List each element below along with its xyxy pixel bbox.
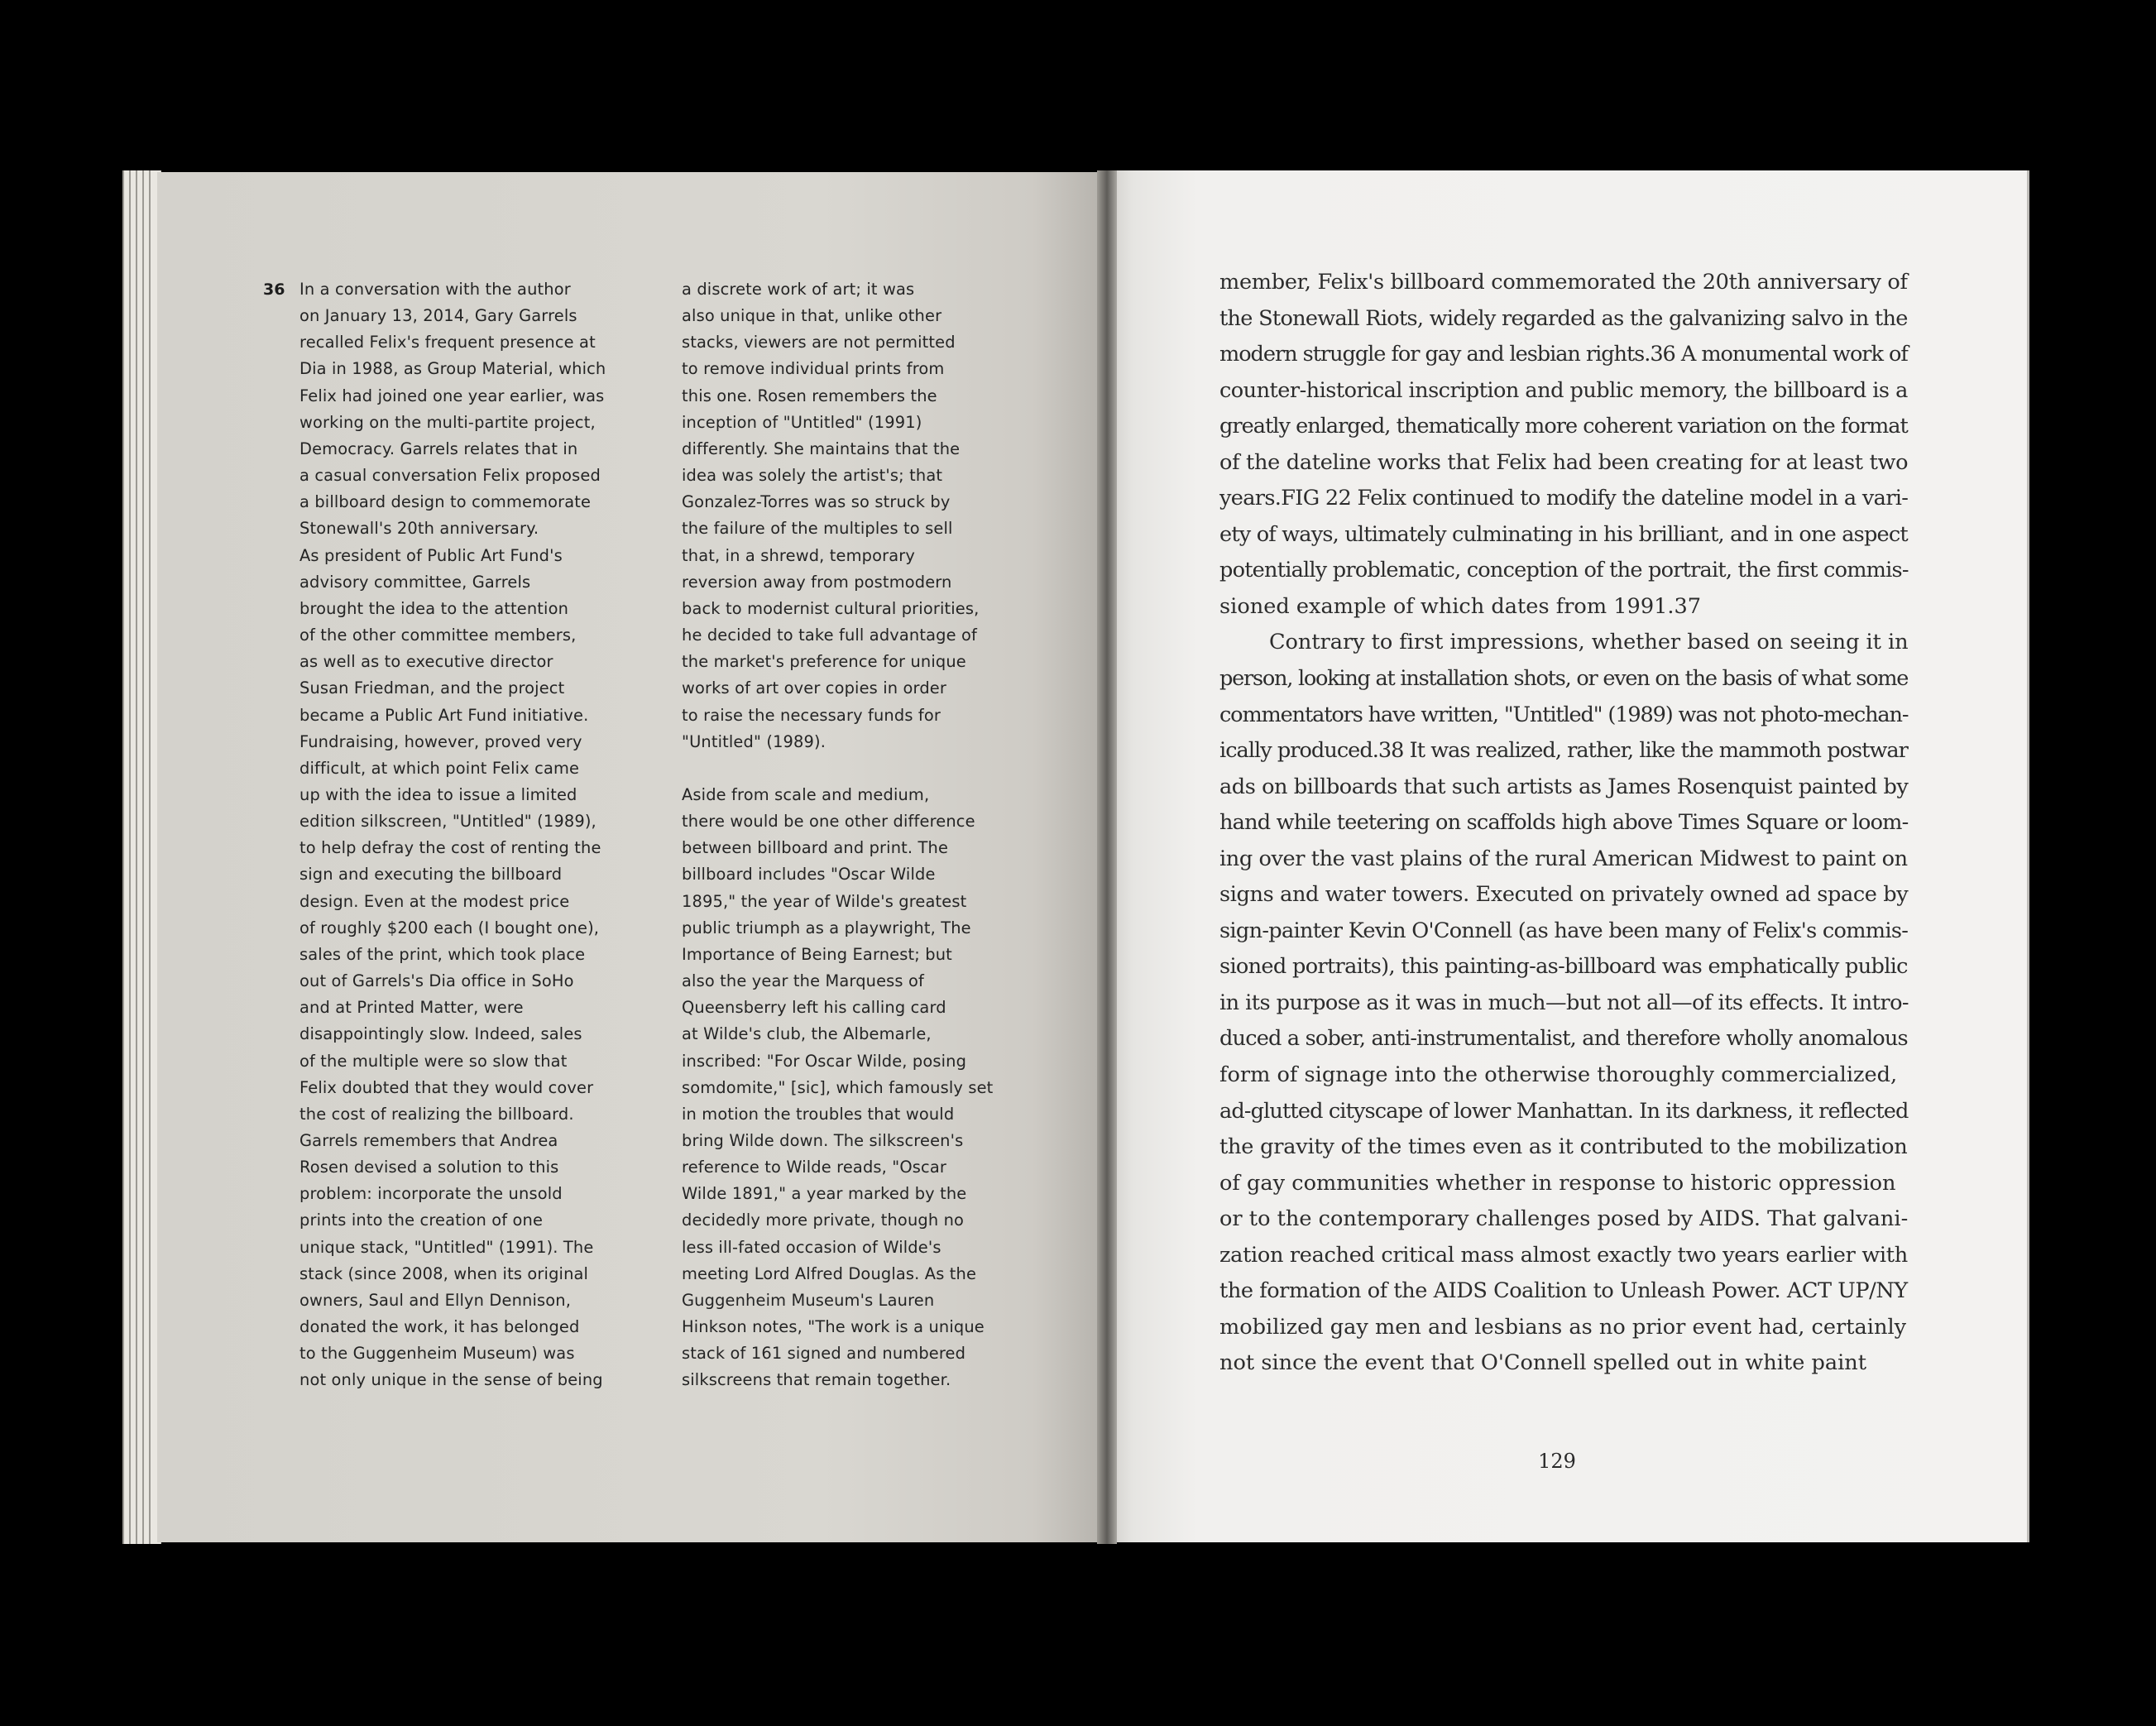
text-line: Garrels remembers that Andrea <box>299 1131 558 1150</box>
page-number: 129 <box>1538 1450 1576 1473</box>
text-line: of the multiple were so slow that <box>299 1051 568 1071</box>
text-line: became a Public Art Fund initiative. <box>299 705 589 725</box>
text-line: Dia in 1988, as Group Material, which <box>299 359 606 379</box>
text-line: meeting Lord Alfred Douglas. As the <box>682 1263 977 1283</box>
text-line: prints into the creation of one <box>299 1211 544 1230</box>
text-line: As president of Public Art Fund's <box>299 545 563 565</box>
text-line: to help defray the cost of renting the <box>299 838 601 858</box>
text-line: Stonewall's 20th anniversary. <box>299 519 539 539</box>
text-line: less ill-fated occasion of Wilde's <box>682 1237 941 1257</box>
endnote-number: 36 <box>263 280 285 299</box>
text-line: Felix doubted that they would cover <box>299 1077 594 1097</box>
text-line: the Stonewall Riots, widely regarded as the galvanizing salvo in the <box>1219 305 1908 331</box>
text-line: disappointingly slow. Indeed, sales <box>299 1024 582 1044</box>
text-line: member, Felix's billboard commemorated the 20th anniversary of <box>1219 270 1908 295</box>
text-line <box>682 755 993 782</box>
text-line: sioned example of which dates from 1991.37 <box>1219 593 1702 619</box>
text-line: modern struggle for gay and lesbian rights.36 A monumental work of <box>1219 342 1908 367</box>
text-line: reference to Wilde reads, "Oscar <box>682 1158 947 1177</box>
text-line: inscribed: "For Oscar Wilde, posing <box>682 1051 967 1071</box>
text-line: the market's preference for unique <box>682 652 966 672</box>
text-line: owners, Saul and Ellyn Dennison, <box>299 1290 572 1310</box>
text-line: back to modernist cultural priorities, <box>682 598 980 618</box>
text-line: Guggenheim Museum's Lauren <box>682 1290 935 1310</box>
text-line: Importance of Being Earnest; but <box>682 944 952 964</box>
text-line: "Untitled" (1989). <box>682 731 826 751</box>
text-line: there would be one other difference <box>682 812 975 832</box>
text-line: differently. She maintains that the <box>682 439 961 458</box>
text-line: of the other committee members, <box>299 626 577 645</box>
text-line: stacks, viewers are not permitted <box>682 333 956 352</box>
text-line: reversion away from postmodern <box>682 572 952 592</box>
text-line: unique stack, "Untitled" (1991). The <box>299 1237 594 1257</box>
text-line: in motion the troubles that would <box>682 1104 955 1124</box>
text-line: In a conversation with the author <box>299 280 571 299</box>
text-line: that, in a shrewd, temporary <box>682 545 916 565</box>
text-line: on January 13, 2014, Gary Garrels <box>299 306 577 326</box>
text-line: up with the idea to issue a limited <box>299 784 577 804</box>
book-gutter <box>1097 170 1117 1544</box>
text-line: ically produced.38 It was realized, rather, like the mammoth postwar <box>1219 738 1908 764</box>
text-line: silkscreens that remain together. <box>682 1370 951 1390</box>
text-line: also the year the Marquess of <box>682 971 924 991</box>
text-line: ety of ways, ultimately culminating in his brilliant, and in one aspect <box>1219 521 1908 547</box>
text-line: a casual conversation Felix proposed <box>299 466 601 486</box>
text-line: advisory committee, Garrels <box>299 572 531 592</box>
text-line: ad-glutted cityscape of lower Manhattan. In its darkness, it reflected <box>1219 1098 1909 1124</box>
text-line: the gravity of the times even as it contributed to the mobilization <box>1219 1134 1908 1160</box>
text-line: form of signage into the otherwise thoroughly commercialized, <box>1219 1062 1898 1088</box>
text-line: problem: incorporate the unsold <box>299 1184 563 1204</box>
text-line: working on the multi-partite project, <box>299 412 596 432</box>
text-line: the failure of the multiples to sell <box>682 519 953 539</box>
text-line: to the Guggenheim Museum) was <box>299 1344 575 1364</box>
endnote-column-2 <box>682 276 993 1394</box>
text-line: sign and executing the billboard <box>299 865 563 885</box>
text-line: Fundraising, however, proved very <box>299 731 582 751</box>
text-line: billboard includes "Oscar Wilde <box>682 865 936 885</box>
text-line: sioned portraits), this painting-as-billboard was emphatically public <box>1219 954 1908 980</box>
text-line: 1895," the year of Wilde's greatest <box>682 891 967 911</box>
text-line: edition silkscreen, "Untitled" (1989), <box>299 812 596 832</box>
text-line: of roughly $200 each (I bought one), <box>299 918 600 937</box>
text-line: Gonzalez-Torres was so struck by <box>682 492 951 512</box>
text-line: in its purpose as it was in much—but not all—of its effects. It intro- <box>1219 990 1909 1015</box>
text-line: the cost of realizing the billboard. <box>299 1104 574 1124</box>
text-line: duced a sober, anti-instrumentalist, and therefore wholly anomalous <box>1219 1026 1908 1052</box>
text-line: hand while teetering on scaffolds high above Times Square or loom- <box>1219 810 1909 836</box>
text-line: design. Even at the modest price <box>299 891 570 911</box>
text-line: a discrete work of art; it was <box>682 280 915 299</box>
text-line: of gay communities whether in response to historic oppression <box>1219 1170 1896 1196</box>
text-line: as well as to executive director <box>299 652 553 672</box>
text-line: Susan Friedman, and the project <box>299 678 565 698</box>
text-line: bring Wilde down. The silkscreen's <box>682 1131 964 1150</box>
text-line: also unique in that, unlike other <box>682 306 942 326</box>
endnote-column-1 <box>299 276 606 1394</box>
text-line: the formation of the AIDS Coalition to Unleash Power. ACT UP/NY <box>1219 1278 1908 1304</box>
text-line: or to the contemporary challenges posed by AIDS. That galvani- <box>1219 1206 1909 1232</box>
text-line: counter-historical inscription and public memory, the billboard is a <box>1219 377 1908 403</box>
text-line: stack of 161 signed and numbered <box>682 1344 966 1364</box>
text-line: signs and water towers. Executed on privately owned ad space by <box>1219 882 1909 908</box>
text-line: somdomite," [sic], which famously set <box>682 1077 994 1097</box>
text-line: idea was solely the artist's; that <box>682 466 943 486</box>
text-line: zation reached critical mass almost exactly two years earlier with <box>1219 1242 1908 1268</box>
text-line: sign-painter Kevin O'Connell (as have been many of Felix's commis- <box>1219 918 1909 943</box>
body-text <box>1219 265 1909 1382</box>
text-line: and at Printed Matter, were <box>299 998 524 1018</box>
text-line: difficult, at which point Felix came <box>299 758 580 778</box>
text-line: Felix had joined one year earlier, was <box>299 386 605 405</box>
text-line: years.FIG 22 Felix continued to modify the dateline model in a vari- <box>1219 486 1909 511</box>
text-line: ads on billboards that such artists as James Rosenquist painted by <box>1219 774 1909 799</box>
text-line: he decided to take full advantage of <box>682 626 977 645</box>
text-line: Queensberry left his calling card <box>682 998 946 1018</box>
text-line: potentially problematic, conception of the portrait, the first commis- <box>1219 558 1909 583</box>
text-line: between billboard and print. The <box>682 838 949 858</box>
text-line: stack (since 2008, when its original <box>299 1263 589 1283</box>
text-line: ing over the vast plains of the rural American Midwest to paint on <box>1219 846 1908 871</box>
text-line: greatly enlarged, thematically more coherent variation on the format <box>1219 414 1908 439</box>
text-line: Contrary to first impressions, whether based on seeing it in <box>1269 630 1909 655</box>
text-line: out of Garrels's Dia office in SoHo <box>299 971 574 991</box>
text-line: to remove individual prints from <box>682 359 945 379</box>
text-line: public triumph as a playwright, The <box>682 918 971 937</box>
text-line: at Wilde's club, the Albemarle, <box>682 1024 932 1044</box>
text-line: Aside from scale and medium, <box>682 784 930 804</box>
text-line: brought the idea to the attention <box>299 598 569 618</box>
text-line: of the dateline works that Felix had been creating for at least two <box>1219 449 1909 475</box>
text-line: Democracy. Garrels relates that in <box>299 439 578 458</box>
text-line: works of art over copies in order <box>682 678 946 698</box>
text-line: person, looking at installation shots, or even on the basis of what some <box>1219 666 1909 692</box>
text-line: recalled Felix's frequent presence at <box>299 333 596 352</box>
text-line: Rosen devised a solution to this <box>299 1158 559 1177</box>
text-line: a billboard design to commemorate <box>299 492 592 512</box>
text-line: Wilde 1891," a year marked by the <box>682 1184 967 1204</box>
text-line: not since the event that O'Connell spelled out in white paint <box>1219 1350 1867 1376</box>
text-line: mobilized gay men and lesbians as no prior event had, certainly <box>1219 1314 1907 1340</box>
text-line: donated the work, it has belonged <box>299 1317 580 1337</box>
text-line: commentators have written, "Untitled" (1989) was not photo-mechan- <box>1219 702 1909 727</box>
text-line: inception of "Untitled" (1991) <box>682 412 922 432</box>
text-line: Hinkson notes, "The work is a unique <box>682 1317 985 1337</box>
text-line: not only unique in the sense of being <box>299 1370 603 1390</box>
text-line: decidedly more private, though no <box>682 1211 965 1230</box>
text-line: to raise the necessary funds for <box>682 705 941 725</box>
text-line: sales of the print, which took place <box>299 944 586 964</box>
text-line: this one. Rosen remembers the <box>682 386 937 405</box>
